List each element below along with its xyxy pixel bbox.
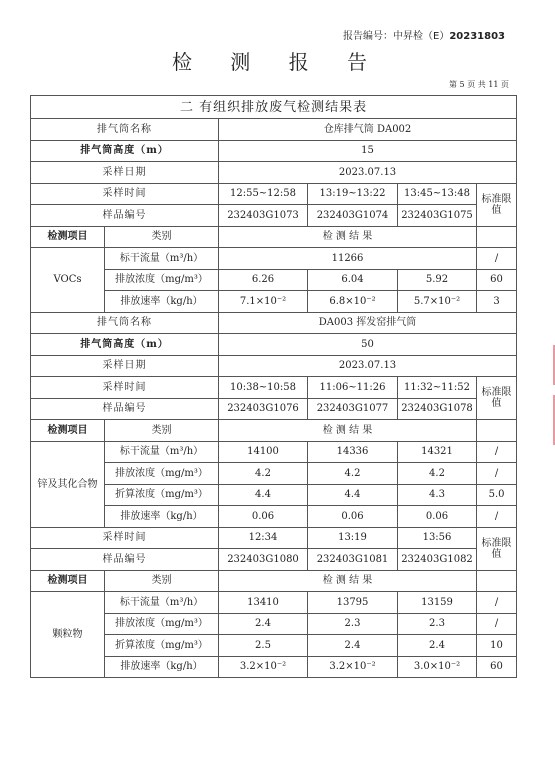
results-header: 检 测 结 果 [219, 420, 477, 442]
limit-blank [477, 420, 517, 442]
sample-time-value: 13:19~13:22 [308, 183, 398, 205]
sample-date-value: 2023.07.13 [219, 162, 517, 184]
test-item-value: VOCs [31, 248, 105, 313]
sample-time-label: 采样时间 [31, 377, 219, 399]
document-title: 检 测 报 告 [171, 50, 384, 74]
sample-id-value: 232403G1081 [308, 549, 398, 571]
result-value: 11266 [219, 248, 477, 270]
sample-id-label: 样品编号 [31, 549, 219, 571]
sample-id-value: 232403G1080 [219, 549, 308, 571]
limit-value: / [477, 441, 517, 463]
stack-height-label: 排气筒高度（m） [31, 140, 219, 162]
test-item-header: 检测项目 [31, 420, 105, 442]
stack-name-label: 排气筒名称 [31, 119, 219, 141]
result-value: 13795 [308, 592, 398, 614]
sample-time-row [31, 377, 517, 399]
limit-blank [477, 226, 517, 248]
result-value: 4.2 [308, 463, 398, 485]
sample-date-row [31, 162, 517, 184]
limit-value: 10 [477, 635, 517, 657]
sample-time-value: 12:34 [219, 527, 308, 549]
limit-value: / [477, 592, 517, 614]
category-value: 排放速率（kg/h） [105, 291, 219, 313]
stack-height-label: 排气筒高度（m） [31, 334, 219, 356]
result-value: 14336 [308, 441, 398, 463]
sample-id-row [31, 549, 517, 571]
result-value: 14100 [219, 441, 308, 463]
category-value: 标干流量（m³/h） [105, 592, 219, 614]
result-value: 2.4 [219, 613, 308, 635]
report-number-value: 20231803 [449, 31, 505, 42]
stack-name-row [31, 312, 517, 334]
category-value: 标干流量（m³/h） [105, 248, 219, 270]
stack-height-value: 50 [219, 334, 517, 356]
sample-time-label: 采样时间 [31, 183, 219, 205]
result-value: 2.4 [308, 635, 398, 657]
sample-id-label: 样品编号 [31, 205, 219, 227]
category-value: 排放浓度（mg/m³） [105, 463, 219, 485]
result-value: 0.06 [308, 506, 398, 528]
test-item-header: 检测项目 [31, 226, 105, 248]
category-value: 标干流量（m³/h） [105, 441, 219, 463]
limit-value: 5.0 [477, 484, 517, 506]
page-number: 第 5 页 共 11 页 [449, 80, 509, 89]
sample-id-row [31, 398, 517, 420]
result-value: 4.2 [219, 463, 308, 485]
results-header: 检 测 结 果 [219, 570, 477, 592]
result-value: 3.2×10⁻² [308, 656, 398, 678]
sample-id-value: 232403G1075 [398, 205, 477, 227]
sample-id-label: 样品编号 [31, 398, 219, 420]
test-item-value: 锌及其化合物 [31, 441, 105, 527]
category-value: 排放速率（kg/h） [105, 506, 219, 528]
result-value: 0.06 [398, 506, 477, 528]
sample-id-value: 232403G1082 [398, 549, 477, 571]
sample-time-value: 10:38~10:58 [219, 377, 308, 399]
limit-value: / [477, 463, 517, 485]
limit-value: 60 [477, 269, 517, 291]
limit-value: 60 [477, 656, 517, 678]
limit-value: / [477, 613, 517, 635]
result-value: 5.92 [398, 269, 477, 291]
sample-id-value: 232403G1078 [398, 398, 477, 420]
result-value: 3.0×10⁻² [398, 656, 477, 678]
sample-date-label: 采样日期 [31, 355, 219, 377]
result-row [31, 592, 517, 614]
result-value: 5.7×10⁻² [398, 291, 477, 313]
stack-height-row [31, 334, 517, 356]
result-value: 14321 [398, 441, 477, 463]
seal-fragment-top [539, 345, 555, 385]
category-header: 类别 [105, 420, 219, 442]
section-title: 二 有组织排放废气检测结果表 [31, 96, 517, 119]
result-value: 4.3 [398, 484, 477, 506]
result-value: 13410 [219, 592, 308, 614]
result-value: 2.3 [308, 613, 398, 635]
sample-id-value: 232403G1074 [308, 205, 398, 227]
result-value: 6.8×10⁻² [308, 291, 398, 313]
column-header-row [31, 226, 517, 248]
report-number [343, 27, 505, 42]
stack-height-value: 15 [219, 140, 517, 162]
category-header: 类别 [105, 226, 219, 248]
sample-id-value: 232403G1073 [219, 205, 308, 227]
limit-blank [477, 570, 517, 592]
category-value: 折算浓度（mg/m³） [105, 635, 219, 657]
stack-name-row [31, 119, 517, 141]
limit-value: / [477, 248, 517, 270]
sample-time-value: 11:32~11:52 [398, 377, 477, 399]
stack-name-value: 仓库排气筒 DA002 [219, 119, 517, 141]
sample-time-value: 13:56 [398, 527, 477, 549]
sample-id-value: 232403G1076 [219, 398, 308, 420]
standard-limit-header: 标准限值 [477, 377, 517, 420]
result-value: 13159 [398, 592, 477, 614]
sample-date-row [31, 355, 517, 377]
result-value: 7.1×10⁻² [219, 291, 308, 313]
result-value: 2.3 [398, 613, 477, 635]
test-item-header: 检测项目 [31, 570, 105, 592]
limit-value: / [477, 506, 517, 528]
sample-time-row [31, 183, 517, 205]
stack-name-value: DA003 挥发窑排气筒 [219, 312, 517, 334]
category-value: 排放速率（kg/h） [105, 656, 219, 678]
result-row [31, 441, 517, 463]
result-value: 2.5 [219, 635, 308, 657]
emission-results-table [30, 95, 517, 678]
stack-height-row [31, 140, 517, 162]
result-value: 3.2×10⁻² [219, 656, 308, 678]
result-row [31, 248, 517, 270]
result-value: 4.4 [308, 484, 398, 506]
results-header: 检 测 结 果 [219, 226, 477, 248]
result-value: 4.4 [219, 484, 308, 506]
result-value: 6.04 [308, 269, 398, 291]
sample-id-row [31, 205, 517, 227]
category-header: 类别 [105, 570, 219, 592]
result-value: 2.4 [398, 635, 477, 657]
result-value: 0.06 [219, 506, 308, 528]
column-header-row [31, 420, 517, 442]
sample-time-value: 13:19 [308, 527, 398, 549]
standard-limit-header: 标准限值 [477, 183, 517, 226]
sample-time-label: 采样时间 [31, 527, 219, 549]
sample-date-value: 2023.07.13 [219, 355, 517, 377]
sample-time-value: 13:45~13:48 [398, 183, 477, 205]
category-value: 排放浓度（mg/m³） [105, 269, 219, 291]
standard-limit-header: 标准限值 [477, 527, 517, 570]
category-value: 排放浓度（mg/m³） [105, 613, 219, 635]
sample-id-value: 232403G1077 [308, 398, 398, 420]
result-value: 4.2 [398, 463, 477, 485]
limit-value: 3 [477, 291, 517, 313]
section-title-row [31, 96, 517, 119]
sample-time-row [31, 527, 517, 549]
sample-time-value: 12:55~12:58 [219, 183, 308, 205]
column-header-row [31, 570, 517, 592]
sample-time-value: 11:06~11:26 [308, 377, 398, 399]
test-item-value: 颗粒物 [31, 592, 105, 678]
result-value: 6.26 [219, 269, 308, 291]
category-value: 折算浓度（mg/m³） [105, 484, 219, 506]
stack-name-label: 排气筒名称 [31, 312, 219, 334]
report-number-label: 报告编号：中昇检（E） [343, 31, 450, 42]
seal-fragment-bottom [539, 395, 555, 445]
sample-date-label: 采样日期 [31, 162, 219, 184]
